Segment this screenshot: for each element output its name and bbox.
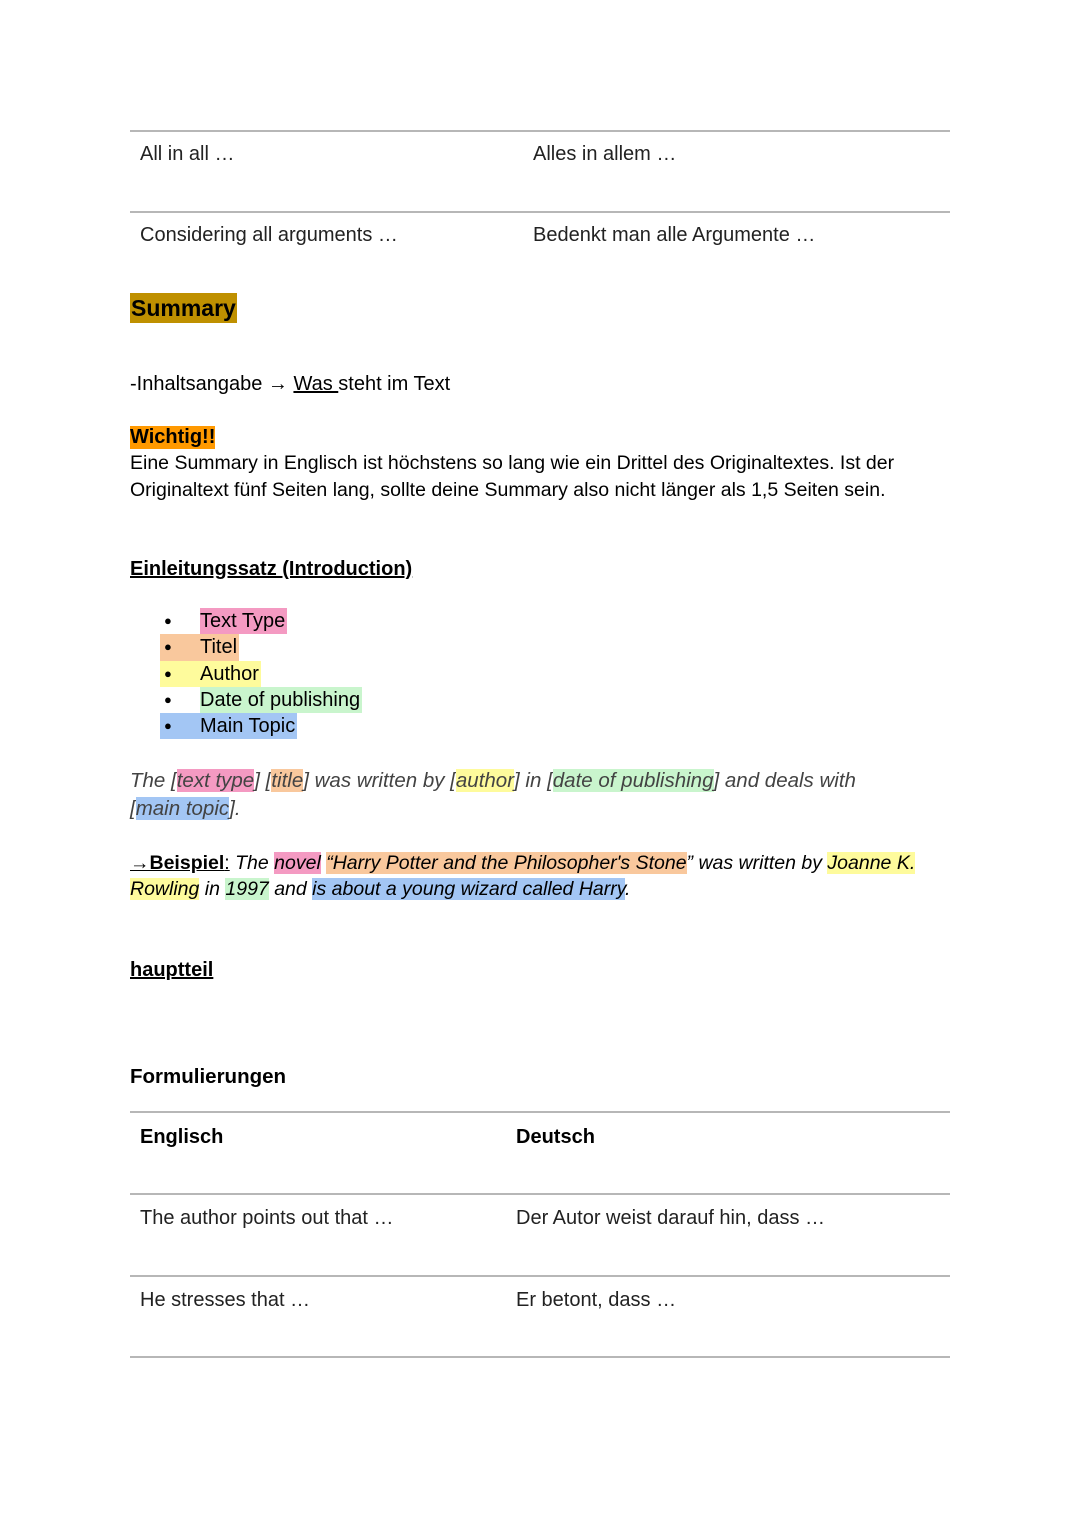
table-cell: He stresses that … — [140, 1289, 311, 1311]
table-cell: The author points out that … — [140, 1207, 394, 1229]
formulierungen-heading: Formulierungen — [130, 1065, 287, 1088]
bullet-icon: ● — [160, 634, 200, 660]
table-header: Englisch — [140, 1126, 224, 1148]
hauptteil-heading: hauptteil — [130, 959, 214, 981]
wichtig-line: Originaltext fünf Seiten lang, sollte deine Summary also nicht länger als 1,5 Seiten sein. — [130, 479, 886, 501]
example-topic: is about a young wizard called Harry — [312, 878, 626, 900]
example-colon: : — [224, 852, 230, 874]
example-author: Rowling — [130, 878, 200, 900]
table-cell: Alles in allem … — [533, 143, 677, 165]
text: in — [199, 878, 226, 900]
text: . — [625, 878, 631, 900]
table-rule — [130, 1356, 950, 1358]
author-placeholder: author — [455, 769, 515, 792]
bullet-text: Author — [200, 661, 261, 687]
bullet-list — [160, 608, 362, 739]
text: ] and deals with — [713, 769, 856, 792]
text: and — [268, 878, 313, 900]
intro-underlined: Was — [293, 373, 339, 395]
bullet-text: Date of publishing — [200, 687, 362, 713]
text: [ — [130, 797, 136, 820]
list-item — [160, 608, 362, 634]
text: ]. — [229, 797, 241, 820]
table-cell: All in all … — [140, 143, 235, 165]
wichtig-line: Eine Summary in Englisch ist höchstens so lang wie ein Drittel des Originaltextes. Ist der — [130, 452, 895, 474]
bullet-icon: ● — [164, 613, 172, 628]
table-cell: Der Autor weist darauf hin, dass … — [516, 1207, 826, 1229]
table-cell: Er betont, dass … — [516, 1289, 677, 1311]
table-cell: Considering all arguments … — [140, 224, 398, 246]
text: ] [ — [254, 769, 272, 792]
text: The [ — [130, 769, 177, 792]
bullet-icon: ● — [160, 713, 200, 739]
bullet-icon: ● — [164, 691, 172, 707]
example-sentence — [130, 850, 950, 902]
intro-suffix: steht im Text — [338, 373, 451, 395]
table-rule — [130, 1111, 950, 1113]
list-item — [160, 634, 362, 660]
table-rule — [130, 1275, 950, 1277]
bullet-text: Titel — [200, 634, 239, 660]
intro-prefix: -Inhaltsangabe → — [130, 373, 294, 395]
example-date: 1997 — [225, 878, 269, 900]
list-item — [160, 661, 362, 687]
text: ] in [ — [514, 769, 553, 792]
text-type-placeholder: text type — [176, 769, 255, 792]
example-title: “Harry Potter and the Philosopher's Stone — [326, 852, 687, 874]
list-item — [160, 713, 362, 739]
table-rule — [130, 130, 950, 132]
example-text-type: novel — [274, 852, 321, 874]
list-item — [160, 687, 362, 713]
table-cell: Bedenkt man alle Argumente … — [533, 224, 816, 246]
summary-heading: Summary — [131, 295, 236, 321]
table-rule — [130, 1193, 950, 1195]
main-topic-placeholder: main topic — [135, 797, 230, 820]
wichtig-text — [130, 450, 894, 504]
text: The — [229, 852, 275, 874]
bullet-icon: ● — [160, 661, 200, 687]
text: ” was written by — [686, 852, 828, 874]
title-placeholder: title — [271, 769, 304, 792]
example-author: Joanne K. — [827, 852, 916, 874]
introduction-heading: Einleitungssatz (Introduction) — [130, 558, 413, 580]
table-rule — [130, 211, 950, 213]
template-sentence — [130, 767, 930, 823]
bullet-text: Text Type — [200, 608, 287, 634]
text: ] was written by [ — [303, 769, 456, 792]
date-placeholder: date of publishing — [552, 769, 714, 792]
example-label: →Beispiel — [130, 852, 225, 874]
wichtig-label: Wichtig!! — [130, 426, 216, 448]
intro-line — [130, 371, 450, 398]
table-header: Deutsch — [516, 1126, 595, 1148]
bullet-text: Main Topic — [200, 713, 297, 739]
